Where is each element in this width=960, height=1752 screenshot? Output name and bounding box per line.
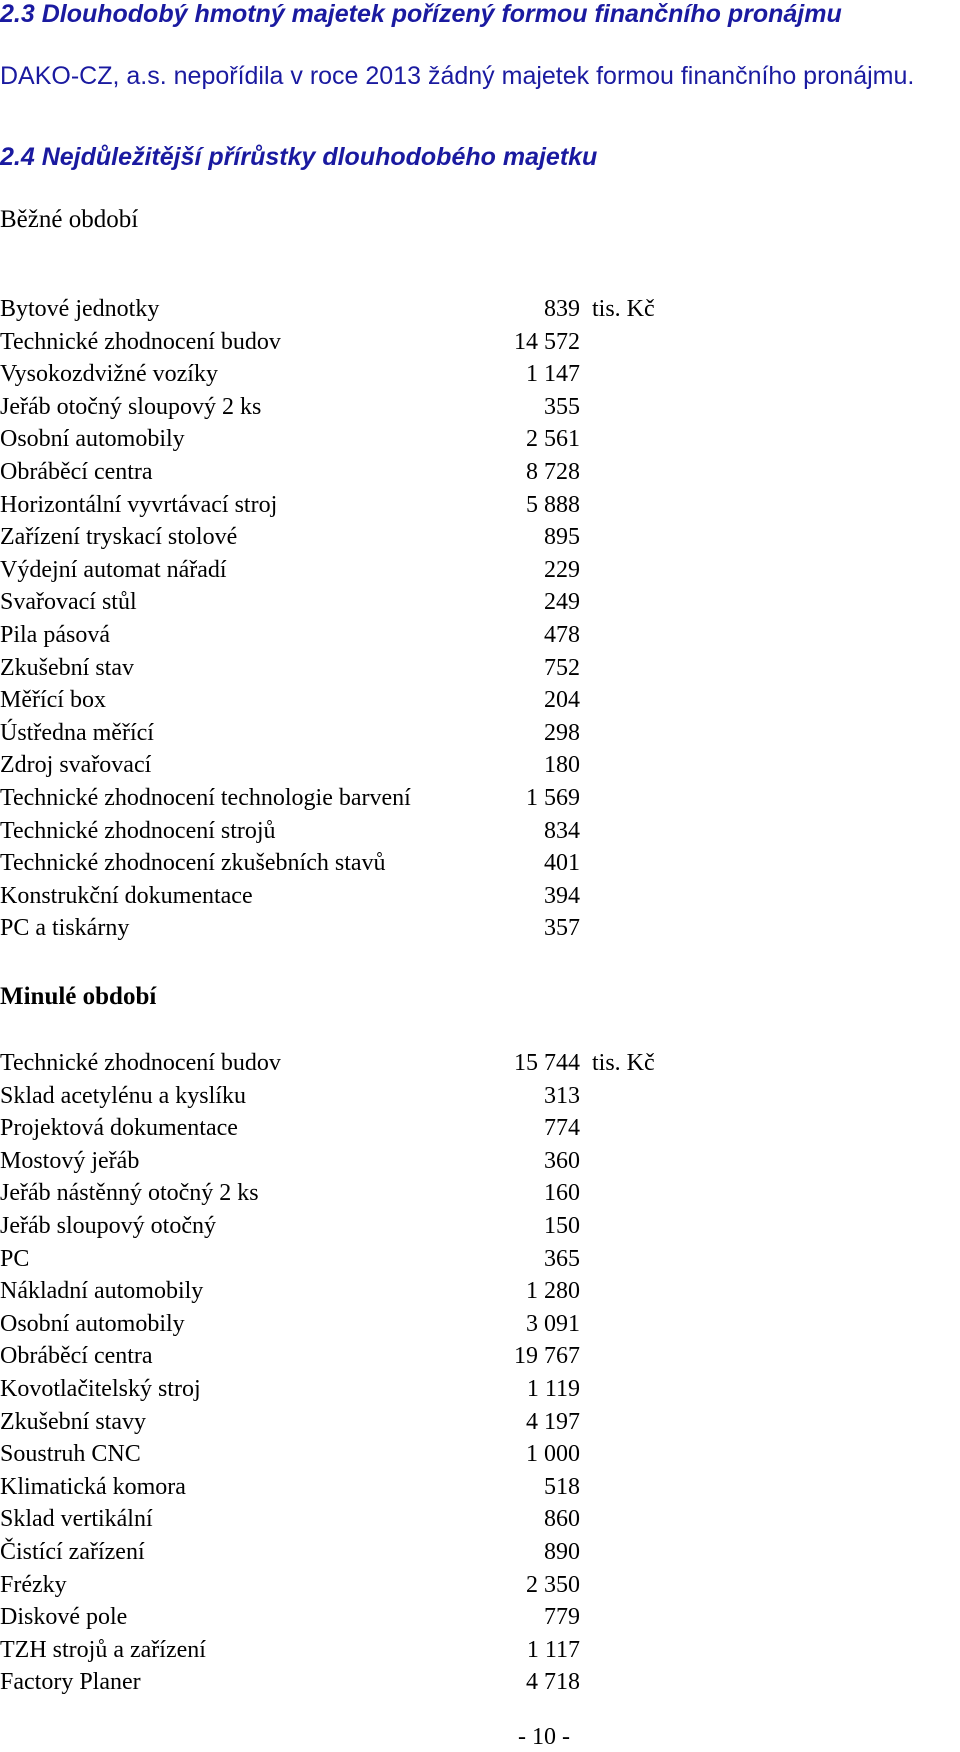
- current-item-value: 180: [544, 752, 580, 779]
- previous-item-row: [0, 1474, 580, 1506]
- current-item-value: 355: [544, 393, 580, 420]
- current-item-label: PC a tiskárny: [0, 915, 130, 942]
- previous-item-row: [0, 1083, 580, 1115]
- current-item-value: 5 888: [526, 491, 580, 518]
- previous-item-label: Nákladní automobily: [0, 1278, 204, 1305]
- previous-item-row: [0, 1376, 580, 1408]
- page-number: - 10 -: [518, 1724, 570, 1750]
- previous-item-row: [0, 1441, 580, 1473]
- previous-item-value: 19 767: [514, 1343, 580, 1370]
- current-item-label: Jeřáb otočný sloupový 2 ks: [0, 393, 262, 420]
- current-item-value: 394: [544, 882, 580, 909]
- previous-item-label: Sklad vertikální: [0, 1506, 153, 1533]
- current-item-label: Technické zhodnocení strojů: [0, 817, 276, 844]
- section-2-4-heading: 2.4 Nejdůležitější přírůstky dlouhodobého majetku: [0, 143, 598, 171]
- previous-item-label: Mostový jeřáb: [0, 1147, 140, 1174]
- previous-item-row: [0, 1213, 580, 1245]
- current-item-row: [0, 329, 580, 361]
- current-item-row: [0, 524, 580, 556]
- current-item-label: Zdroj svařovací: [0, 752, 152, 779]
- previous-item-label: Soustruh CNC: [0, 1441, 141, 1468]
- previous-item-value: 1 280: [526, 1278, 580, 1305]
- current-item-value: 1 147: [526, 361, 580, 388]
- current-item-label: Vysokozdvižné vozíky: [0, 361, 218, 388]
- previous-item-value: 1 119: [526, 1376, 580, 1402]
- previous-item-row: [0, 1409, 580, 1441]
- previous-item-label: Kovotlačitelský stroj: [0, 1376, 201, 1402]
- previous-item-label: Frézky: [0, 1571, 67, 1598]
- previous-item-label: Jeřáb nástěnný otočný 2 ks: [0, 1180, 259, 1207]
- previous-item-row: [0, 1506, 580, 1538]
- current-item-value: 478: [544, 622, 580, 648]
- previous-item-row: [0, 1278, 580, 1310]
- previous-item-value: 365: [544, 1245, 580, 1272]
- current-item-label: Zkušební stav: [0, 654, 134, 681]
- previous-item-row: [0, 1148, 580, 1180]
- previous-item-label: Čistící zařízení: [0, 1539, 145, 1565]
- previous-item-row: [0, 1050, 580, 1082]
- current-item-label: Technické zhodnocení budov: [0, 328, 281, 355]
- current-item-row: [0, 883, 580, 915]
- current-period-title: Běžné období: [0, 206, 139, 233]
- section-2-3-text: DAKO-CZ, a.s. nepořídila v roce 2013 žádný majetek formou finančního pronájmu.: [0, 62, 915, 90]
- current-item-row: [0, 785, 580, 817]
- previous-item-value: 4 718: [526, 1669, 580, 1696]
- previous-item-label: TZH strojů a zařízení: [0, 1636, 206, 1663]
- current-item-value: 2 561: [526, 426, 580, 453]
- current-item-row: [0, 720, 580, 752]
- current-item-label: Horizontální vyvrtávací stroj: [0, 491, 278, 518]
- current-item-row: [0, 361, 580, 393]
- section-2-3-heading: 2.3 Dlouhodobý hmotný majetek pořízený formou finančního pronájmu: [0, 0, 842, 28]
- current-item-label: Obráběcí centra: [0, 459, 153, 485]
- previous-item-label: Factory Planer: [0, 1669, 141, 1696]
- previous-item-label: Technické zhodnocení budov: [0, 1050, 281, 1076]
- previous-item-row: [0, 1246, 580, 1278]
- current-item-value: 839: [544, 296, 580, 322]
- previous-item-value: 360: [544, 1147, 580, 1174]
- current-item-row: [0, 426, 580, 458]
- previous-item-label: Klimatická komora: [0, 1473, 186, 1500]
- current-item-row: [0, 459, 580, 491]
- previous-item-label: Osobní automobily: [0, 1310, 185, 1337]
- current-item-label: Zařízení tryskací stolové: [0, 524, 238, 551]
- previous-item-row: [0, 1180, 580, 1212]
- current-item-value: 249: [544, 589, 580, 616]
- previous-item-row: [0, 1604, 580, 1636]
- previous-item-value: 518: [544, 1473, 580, 1500]
- current-item-value: 752: [544, 654, 580, 681]
- current-item-row: [0, 818, 580, 850]
- current-item-row: [0, 589, 580, 621]
- previous-period-title: Minulé období: [0, 983, 157, 1010]
- current-item-value: 8 728: [526, 459, 580, 485]
- previous-item-value: 150: [544, 1213, 580, 1239]
- previous-item-value: 1 000: [526, 1441, 580, 1468]
- current-item-value: 834: [544, 817, 580, 844]
- current-item-row: [0, 296, 580, 328]
- current-item-label: Výdejní automat nářadí: [0, 556, 227, 583]
- previous-item-label: Sklad acetylénu a kyslíku: [0, 1082, 246, 1109]
- previous-item-row: [0, 1669, 580, 1701]
- current-item-row: [0, 915, 580, 947]
- current-item-value: 895: [544, 524, 580, 551]
- previous-item-value: 4 197: [526, 1408, 580, 1435]
- current-item-label: Osobní automobily: [0, 426, 185, 453]
- current-item-row: [0, 655, 580, 687]
- previous-item-value: 160: [544, 1180, 580, 1207]
- current-item-label: Bytové jednotky: [0, 296, 160, 322]
- previous-item-row: [0, 1539, 580, 1571]
- previous-item-row: [0, 1637, 580, 1669]
- current-item-unit: tis. Kč: [592, 296, 655, 322]
- previous-item-value: 779: [544, 1604, 580, 1631]
- current-item-row: [0, 492, 580, 524]
- current-item-value: 229: [544, 556, 580, 583]
- current-item-value: 298: [544, 719, 580, 746]
- previous-item-value: 3 091: [526, 1310, 580, 1337]
- current-item-row: [0, 622, 580, 654]
- current-item-label: Svařovací stůl: [0, 589, 137, 616]
- previous-item-label: PC: [0, 1245, 30, 1272]
- previous-item-value: 15 744: [514, 1050, 580, 1076]
- current-item-value: 14 572: [514, 328, 580, 355]
- current-item-row: [0, 752, 580, 784]
- previous-item-row: [0, 1115, 580, 1147]
- current-item-label: Ústředna měřící: [0, 719, 154, 746]
- previous-item-label: Projektová dokumentace: [0, 1115, 238, 1142]
- current-item-row: [0, 687, 580, 719]
- previous-item-label: Diskové pole: [0, 1604, 128, 1631]
- current-item-value: 204: [544, 687, 580, 714]
- previous-item-label: Obráběcí centra: [0, 1343, 153, 1370]
- previous-item-value: 2 350: [526, 1571, 580, 1598]
- current-item-row: [0, 557, 580, 589]
- previous-item-label: Zkušební stavy: [0, 1408, 146, 1435]
- previous-item-value: 774: [544, 1115, 580, 1142]
- previous-item-value: 313: [544, 1082, 580, 1109]
- previous-item-value: 890: [544, 1539, 580, 1565]
- previous-item-row: [0, 1311, 580, 1343]
- current-item-row: [0, 850, 580, 882]
- previous-item-row: [0, 1572, 580, 1604]
- previous-item-value: 860: [544, 1506, 580, 1533]
- current-item-row: [0, 394, 580, 426]
- previous-item-row: [0, 1343, 580, 1375]
- current-item-value: 1 569: [526, 785, 580, 811]
- current-item-label: Měřící box: [0, 687, 106, 714]
- current-item-label: Technické zhodnocení technologie barvení: [0, 785, 411, 811]
- previous-item-unit: tis. Kč: [592, 1050, 655, 1076]
- current-item-value: 401: [544, 850, 580, 877]
- current-item-label: Technické zhodnocení zkušebních stavů: [0, 850, 386, 877]
- current-item-value: 357: [544, 915, 580, 942]
- previous-item-value: 1 117: [526, 1636, 580, 1663]
- previous-item-label: Jeřáb sloupový otočný: [0, 1213, 216, 1239]
- current-item-label: Konstrukční dokumentace: [0, 882, 253, 909]
- current-item-label: Pila pásová: [0, 622, 110, 648]
